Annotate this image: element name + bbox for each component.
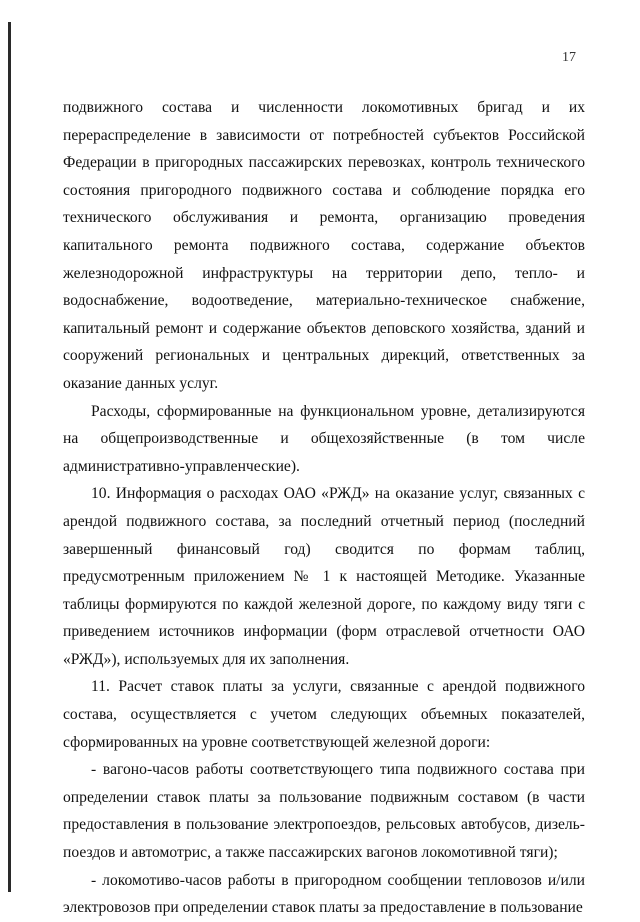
list-item-locomotive-hours: - локомотиво-часов работы в пригородном сообщении тепловозов и/или электровозов при определении ставок платы за предоставление в пользование <box>63 871 585 917</box>
list-item-wagon-hours: - вагоно-часов работы соответствующего типа подвижного состава при определении ставок платы за пользование подвижным составом (в части предоставления в пользование электропоездов, рельсовых автобусов, дизель-поездов и автомотрис, а также пассажирских вагонов локомотивной тяги); <box>63 761 585 862</box>
paragraph-expenses: Расходы, сформированные на функциональном уровне, детализируются на общепроизводственные и общехозяйственные (в том числе административно-управленческие). <box>63 402 585 475</box>
page-number: 17 <box>562 50 576 65</box>
paragraph-continuation: подвижного состава и численности локомотивных бригад и их перераспределение в зависимости от потребностей субъектов Российской Федерации в пригородных пассажирских перевозках, контроль технического состояния пригородного подвижного состава и соблюдение порядка его технического обслуживания и ремонта, организацию проведения капитального ремонта подвижного состава, содержание объектов железнодорожной инфраструктуры на территории депо, тепло- и водоснабжение, водоотведение, материально-техническое снабжение, капитальный ремонт и содержание объектов деповского хозяйства, зданий и сооружений региональных и центральных дирекций, ответственных за оказание данных услуг. <box>63 99 585 392</box>
paragraph-item-10: 10. Информация о расходах ОАО «РЖД» на оказание услуг, связанных с арендой подвижного состава, за последний отчетный период (последний завершенный финансовый год) сводится по формам таблиц, предусмотренным приложением № 1 к настоящей Методике. Указанные таблицы формируются по каждой железной дороге, по каждому виду тяги с приведением источников информации (форм отраслевой отчетности ОАО «РЖД»), используемых для их заполнения. <box>63 485 585 668</box>
scan-margin-line <box>8 22 11 892</box>
paragraph-item-11: 11. Расчет ставок платы за услуги, связанные с арендой подвижного состава, осуществляется с учетом следующих объемных показателей, сформированных на уровне соответствующей железной дороги: <box>63 678 585 751</box>
body-text <box>63 94 585 922</box>
